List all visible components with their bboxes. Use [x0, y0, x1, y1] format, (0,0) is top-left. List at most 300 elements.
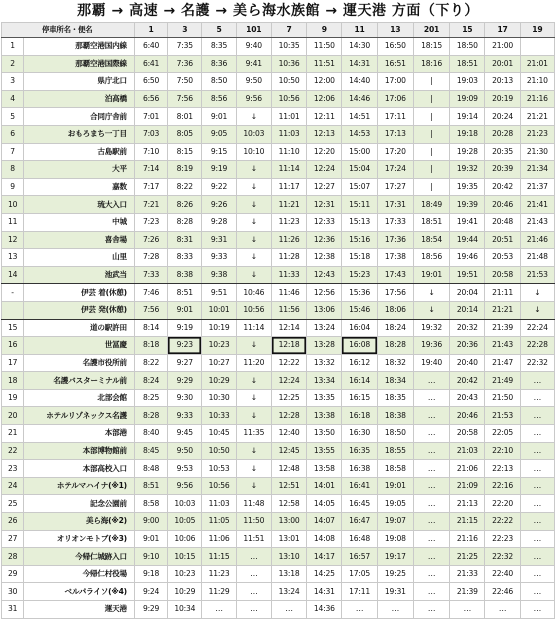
header-trip-11: 11: [342, 23, 377, 38]
departure-time: 7:56: [168, 90, 202, 108]
table-row: [2, 442, 555, 460]
departure-time: 12:25: [271, 389, 306, 407]
departure-time: 19:32: [450, 161, 485, 179]
stop-name: 今帰仁城跡入口: [24, 548, 135, 566]
departure-time: 20:40: [450, 354, 485, 372]
stop-name: 嘉数: [24, 178, 135, 196]
departure-time: 21:11: [485, 284, 520, 302]
departure-time: 9:15: [202, 143, 236, 161]
departure-time: 12:13: [307, 125, 342, 143]
stop-number: 28: [2, 548, 24, 566]
table-row: [2, 266, 555, 284]
departure-time: 18:51: [413, 213, 449, 231]
departure-time: 12:22: [271, 354, 306, 372]
departure-time: 21:25: [450, 548, 485, 566]
departure-time: ↓: [236, 460, 271, 478]
departure-time: …: [413, 565, 449, 583]
departure-time: 7:33: [134, 266, 167, 284]
departure-time: …: [520, 442, 554, 460]
departure-time: |: [413, 161, 449, 179]
departure-time: 12:18: [271, 337, 306, 355]
departure-time: 21:00: [485, 38, 520, 56]
departure-time: …: [236, 583, 271, 601]
table-row: [2, 38, 555, 56]
departure-time: 18:51: [450, 55, 485, 73]
departure-time: 21:34: [520, 161, 554, 179]
departure-time: 8:01: [168, 108, 202, 126]
departure-time: 17:38: [377, 249, 413, 267]
departure-time: 22:05: [485, 425, 520, 443]
departure-time: 19:44: [450, 231, 485, 249]
departure-time: 11:10: [271, 143, 306, 161]
departure-time: 7:35: [168, 38, 202, 56]
departure-time: 20:04: [450, 284, 485, 302]
table-row: [2, 125, 555, 143]
departure-time: 17:56: [377, 284, 413, 302]
departure-time: 10:19: [202, 319, 236, 337]
table-row: [2, 337, 555, 355]
departure-time: 12:36: [307, 231, 342, 249]
departure-time: 10:33: [202, 407, 236, 425]
departure-time: 18:49: [413, 196, 449, 214]
departure-time: 9:18: [134, 565, 167, 583]
departure-time: 19:39: [450, 196, 485, 214]
departure-time: 21:43: [485, 337, 520, 355]
departure-time: 9:01: [134, 530, 167, 548]
departure-time: 19:51: [450, 266, 485, 284]
stop-name: 今帰仁村役場: [24, 565, 135, 583]
departure-time: 13:24: [307, 319, 342, 337]
stop-number: 9: [2, 178, 24, 196]
departure-time: 9:38: [202, 266, 236, 284]
departure-time: 12:24: [307, 161, 342, 179]
departure-time: ↓: [413, 301, 449, 319]
departure-time: 10:29: [168, 583, 202, 601]
departure-time: 16:47: [342, 513, 377, 531]
departure-time: …: [413, 530, 449, 548]
departure-time: 14:05: [307, 495, 342, 513]
table-row: [2, 565, 555, 583]
departure-time: 9:40: [236, 38, 271, 56]
table-row: [2, 213, 555, 231]
departure-time: 7:28: [134, 249, 167, 267]
departure-time: 21:39: [485, 319, 520, 337]
departure-time: 20:14: [450, 301, 485, 319]
departure-time: 11:23: [202, 565, 236, 583]
departure-time: 20:42: [485, 178, 520, 196]
departure-time: 11:48: [236, 495, 271, 513]
departure-time: 21:39: [450, 583, 485, 601]
departure-time: ↓: [236, 213, 271, 231]
departure-time: 19:17: [377, 548, 413, 566]
departure-time: 9:01: [202, 108, 236, 126]
departure-time: 11:46: [271, 284, 306, 302]
departure-time: 9:29: [134, 601, 167, 619]
stop-name: 池武当: [24, 266, 135, 284]
departure-time: 19:03: [450, 73, 485, 91]
departure-time: 20:32: [450, 319, 485, 337]
departure-time: 9:45: [168, 425, 202, 443]
table-row: [2, 372, 555, 390]
table-row: [2, 601, 555, 619]
departure-time: 7:36: [168, 55, 202, 73]
departure-time: 22:23: [485, 530, 520, 548]
departure-time: 17:20: [377, 143, 413, 161]
departure-time: 17:36: [377, 231, 413, 249]
departure-time: 20:13: [485, 73, 520, 91]
departure-time: …: [413, 601, 449, 619]
departure-time: 20:51: [485, 231, 520, 249]
departure-time: 9:50: [168, 442, 202, 460]
departure-time: 14:53: [342, 125, 377, 143]
departure-time: 16:50: [377, 38, 413, 56]
stop-number: 26: [2, 513, 24, 531]
stop-number: 10: [2, 196, 24, 214]
departure-time: 19:31: [377, 583, 413, 601]
departure-time: 10:06: [168, 530, 202, 548]
departure-time: 7:17: [134, 178, 167, 196]
departure-time: 14:17: [307, 548, 342, 566]
table-row: [2, 319, 555, 337]
departure-time: 18:15: [413, 38, 449, 56]
table-row: [2, 495, 555, 513]
departure-time: 18:24: [377, 319, 413, 337]
departure-time: 17:11: [377, 108, 413, 126]
departure-time: 18:35: [377, 389, 413, 407]
stop-number: 13: [2, 249, 24, 267]
departure-time: 21:53: [485, 407, 520, 425]
departure-time: 10:29: [202, 372, 236, 390]
departure-time: 22:24: [520, 319, 554, 337]
departure-time: …: [413, 460, 449, 478]
departure-time: 11:14: [271, 161, 306, 179]
departure-time: 14:31: [342, 55, 377, 73]
header-trip-13: 13: [377, 23, 413, 38]
departure-time: 20:46: [450, 407, 485, 425]
departure-time: 16:41: [342, 477, 377, 495]
departure-time: 10:46: [236, 284, 271, 302]
header-trip-19: 19: [520, 23, 554, 38]
timetable-table: [1, 22, 555, 619]
departure-time: 20:39: [485, 161, 520, 179]
departure-time: 11:29: [202, 583, 236, 601]
stop-name: オリオンモトブ(※3): [24, 530, 135, 548]
departure-time: 12:40: [271, 425, 306, 443]
header-trip-3: 3: [168, 23, 202, 38]
departure-time: 7:23: [134, 213, 167, 231]
departure-time: 9:29: [168, 372, 202, 390]
departure-time: …: [236, 548, 271, 566]
departure-time: 8:38: [168, 266, 202, 284]
departure-time: 9:30: [168, 389, 202, 407]
departure-time: 20:19: [485, 90, 520, 108]
departure-time: 17:31: [377, 196, 413, 214]
departure-time: 11:03: [271, 125, 306, 143]
departure-time: ↓: [236, 372, 271, 390]
departure-time: 15:36: [342, 284, 377, 302]
departure-time: 10:23: [202, 337, 236, 355]
departure-time: 8:22: [168, 178, 202, 196]
stop-number: 3: [2, 73, 24, 91]
departure-time: 17:43: [377, 266, 413, 284]
departure-time: 8:26: [168, 196, 202, 214]
departure-time: 8:35: [202, 38, 236, 56]
stop-name: 本部港: [24, 425, 135, 443]
departure-time: …: [450, 601, 485, 619]
departure-time: |: [413, 108, 449, 126]
departure-time: …: [520, 565, 554, 583]
departure-time: 20:58: [450, 425, 485, 443]
departure-time: 19:05: [377, 495, 413, 513]
departure-time: 10:56: [271, 90, 306, 108]
stop-number: 30: [2, 583, 24, 601]
stop-number: -: [2, 284, 24, 302]
departure-time: 7:10: [134, 143, 167, 161]
departure-time: 21:49: [485, 372, 520, 390]
stop-name: 世冨慶: [24, 337, 135, 355]
departure-time: 10:23: [168, 565, 202, 583]
stop-name: 名護市役所前: [24, 354, 135, 372]
departure-time: ↓: [520, 301, 554, 319]
departure-time: 18:32: [377, 354, 413, 372]
departure-time: 7:26: [134, 231, 167, 249]
departure-time: …: [202, 601, 236, 619]
departure-time: 19:35: [450, 178, 485, 196]
stop-number: 29: [2, 565, 24, 583]
departure-time: 8:19: [168, 161, 202, 179]
departure-time: 13:32: [307, 354, 342, 372]
departure-time: 21:23: [520, 125, 554, 143]
departure-time: |: [413, 125, 449, 143]
table-row: [2, 196, 555, 214]
departure-time: 9:19: [202, 161, 236, 179]
departure-time: 12:45: [271, 442, 306, 460]
departure-time: 21:47: [485, 354, 520, 372]
departure-time: 16:08: [342, 337, 377, 355]
stop-number: 15: [2, 319, 24, 337]
stop-name: 運天港: [24, 601, 135, 619]
departure-time: 10:35: [271, 38, 306, 56]
departure-time: 13:55: [307, 442, 342, 460]
departure-time: 9:05: [202, 125, 236, 143]
departure-time: 15:00: [342, 143, 377, 161]
table-row: [2, 530, 555, 548]
departure-time: 21:53: [520, 266, 554, 284]
departure-time: 12:28: [271, 407, 306, 425]
stop-name: 本部高校入口: [24, 460, 135, 478]
stop-number: 11: [2, 213, 24, 231]
departure-time: 12:24: [271, 372, 306, 390]
departure-time: 12:48: [271, 460, 306, 478]
departure-time: 9:33: [168, 407, 202, 425]
stop-name: 美ら海(※2): [24, 513, 135, 531]
departure-time: 11:50: [307, 38, 342, 56]
stop-number: 25: [2, 495, 24, 513]
departure-time: 10:01: [202, 301, 236, 319]
departure-time: 19:09: [450, 90, 485, 108]
departure-time: 17:24: [377, 161, 413, 179]
departure-time: 11:35: [236, 425, 271, 443]
stop-number: 27: [2, 530, 24, 548]
departure-time: 7:14: [134, 161, 167, 179]
table-row: [2, 231, 555, 249]
stop-name: 本部博物館前: [24, 442, 135, 460]
departure-time: 17:06: [377, 90, 413, 108]
departure-time: 12:33: [307, 213, 342, 231]
departure-time: ↓: [236, 108, 271, 126]
departure-time: 10:03: [168, 495, 202, 513]
departure-time: 21:09: [450, 477, 485, 495]
departure-time: 19:32: [413, 319, 449, 337]
table-row: [2, 108, 555, 126]
departure-time: 11:51: [307, 55, 342, 73]
departure-time: 8:18: [134, 337, 167, 355]
departure-time: 10:56: [236, 301, 271, 319]
departure-time: …: [413, 425, 449, 443]
table-row: [2, 301, 555, 319]
stop-name: 那覇空港国際線: [24, 55, 135, 73]
departure-time: 11:51: [236, 530, 271, 548]
table-row: [2, 513, 555, 531]
stop-name: 名護バスターミナル前: [24, 372, 135, 390]
departure-time: …: [520, 530, 554, 548]
stop-number: [2, 301, 24, 319]
departure-time: 17:13: [377, 125, 413, 143]
departure-time: 18:50: [450, 38, 485, 56]
departure-time: 20:28: [485, 125, 520, 143]
departure-time: 7:01: [134, 108, 167, 126]
departure-time: 19:01: [413, 266, 449, 284]
departure-time: 14:31: [307, 583, 342, 601]
departure-time: 14:30: [342, 38, 377, 56]
departure-time: 8:24: [134, 372, 167, 390]
departure-time: 13:24: [271, 583, 306, 601]
departure-time: 8:40: [134, 425, 167, 443]
departure-time: 20:36: [450, 337, 485, 355]
table-row: [2, 55, 555, 73]
departure-time: 11:03: [202, 495, 236, 513]
departure-time: …: [520, 389, 554, 407]
departure-time: 18:55: [377, 442, 413, 460]
departure-time: 8:05: [168, 125, 202, 143]
table-row: [2, 354, 555, 372]
departure-time: |: [413, 73, 449, 91]
stop-name: 合同庁舎前: [24, 108, 135, 126]
timetable-title: 那覇 → 高速 → 名護 → 美ら海水族館 → 運天港 方面（下り）: [77, 3, 479, 19]
departure-time: 7:50: [168, 73, 202, 91]
departure-time: 8:28: [168, 213, 202, 231]
table-row: [2, 583, 555, 601]
departure-time: …: [520, 372, 554, 390]
header-trip-101: 101: [236, 23, 271, 38]
departure-time: 15:13: [342, 213, 377, 231]
departure-time: 10:34: [168, 601, 202, 619]
departure-time: 19:01: [377, 477, 413, 495]
departure-time: ↓: [413, 284, 449, 302]
departure-time: 18:58: [377, 460, 413, 478]
table-row: [2, 90, 555, 108]
departure-time: ↓: [236, 407, 271, 425]
departure-time: 16:35: [342, 442, 377, 460]
stop-name: ホテルマハイナ(※1): [24, 477, 135, 495]
departure-time: 13:50: [307, 425, 342, 443]
departure-time: 21:03: [450, 442, 485, 460]
departure-time: 13:00: [271, 513, 306, 531]
stop-number: 7: [2, 143, 24, 161]
departure-time: 22:28: [520, 337, 554, 355]
departure-time: 9:53: [168, 460, 202, 478]
table-row: [2, 407, 555, 425]
departure-time: 8:22: [134, 354, 167, 372]
departure-time: 22:20: [485, 495, 520, 513]
stop-name: 伊芸 発(休憩): [24, 301, 135, 319]
stop-name: ホテルリゾネックス名護: [24, 407, 135, 425]
departure-time: 21:48: [520, 249, 554, 267]
departure-time: 10:30: [202, 389, 236, 407]
stop-name: 記念公園前: [24, 495, 135, 513]
departure-time: 6:56: [134, 90, 167, 108]
stop-number: 6: [2, 125, 24, 143]
departure-time: 12:11: [307, 108, 342, 126]
stop-number: 31: [2, 601, 24, 619]
departure-time: 14:40: [342, 73, 377, 91]
departure-time: 11:14: [236, 319, 271, 337]
table-row: [2, 389, 555, 407]
departure-time: 21:10: [520, 73, 554, 91]
departure-time: 11:17: [271, 178, 306, 196]
departure-time: 17:33: [377, 213, 413, 231]
departure-time: 17:00: [377, 73, 413, 91]
departure-time: 21:16: [520, 90, 554, 108]
table-row: [2, 548, 555, 566]
departure-time: 8:51: [168, 284, 202, 302]
departure-time: 22:10: [485, 442, 520, 460]
stop-number: 22: [2, 442, 24, 460]
header-trip-1: 1: [134, 23, 167, 38]
departure-time: 19:25: [377, 565, 413, 583]
departure-time: 12:27: [307, 178, 342, 196]
header-trip-7: 7: [271, 23, 306, 38]
stop-number: 24: [2, 477, 24, 495]
stop-name: 道の駅許田: [24, 319, 135, 337]
departure-time: 10:53: [202, 460, 236, 478]
departure-time: 20:35: [485, 143, 520, 161]
departure-time: 21:46: [520, 231, 554, 249]
departure-time: 20:24: [485, 108, 520, 126]
header-trip-17: 17: [485, 23, 520, 38]
departure-time: 9:41: [236, 55, 271, 73]
departure-time: …: [520, 407, 554, 425]
departure-time: 13:28: [307, 337, 342, 355]
departure-time: 21:13: [450, 495, 485, 513]
stop-number: 1: [2, 38, 24, 56]
departure-time: 19:41: [450, 213, 485, 231]
departure-time: 8:45: [134, 442, 167, 460]
departure-time: 8:15: [168, 143, 202, 161]
departure-time: 20:46: [485, 196, 520, 214]
departure-time: 12:14: [271, 319, 306, 337]
departure-time: 9:01: [168, 301, 202, 319]
table-row: [2, 249, 555, 267]
departure-time: 21:30: [520, 143, 554, 161]
departure-time: 9:24: [134, 583, 167, 601]
departure-time: 22:16: [485, 477, 520, 495]
departure-time: 14:08: [307, 530, 342, 548]
departure-time: 18:16: [413, 55, 449, 73]
departure-time: 9:56: [236, 90, 271, 108]
departure-time: 11:01: [271, 108, 306, 126]
departure-time: 11:20: [236, 354, 271, 372]
